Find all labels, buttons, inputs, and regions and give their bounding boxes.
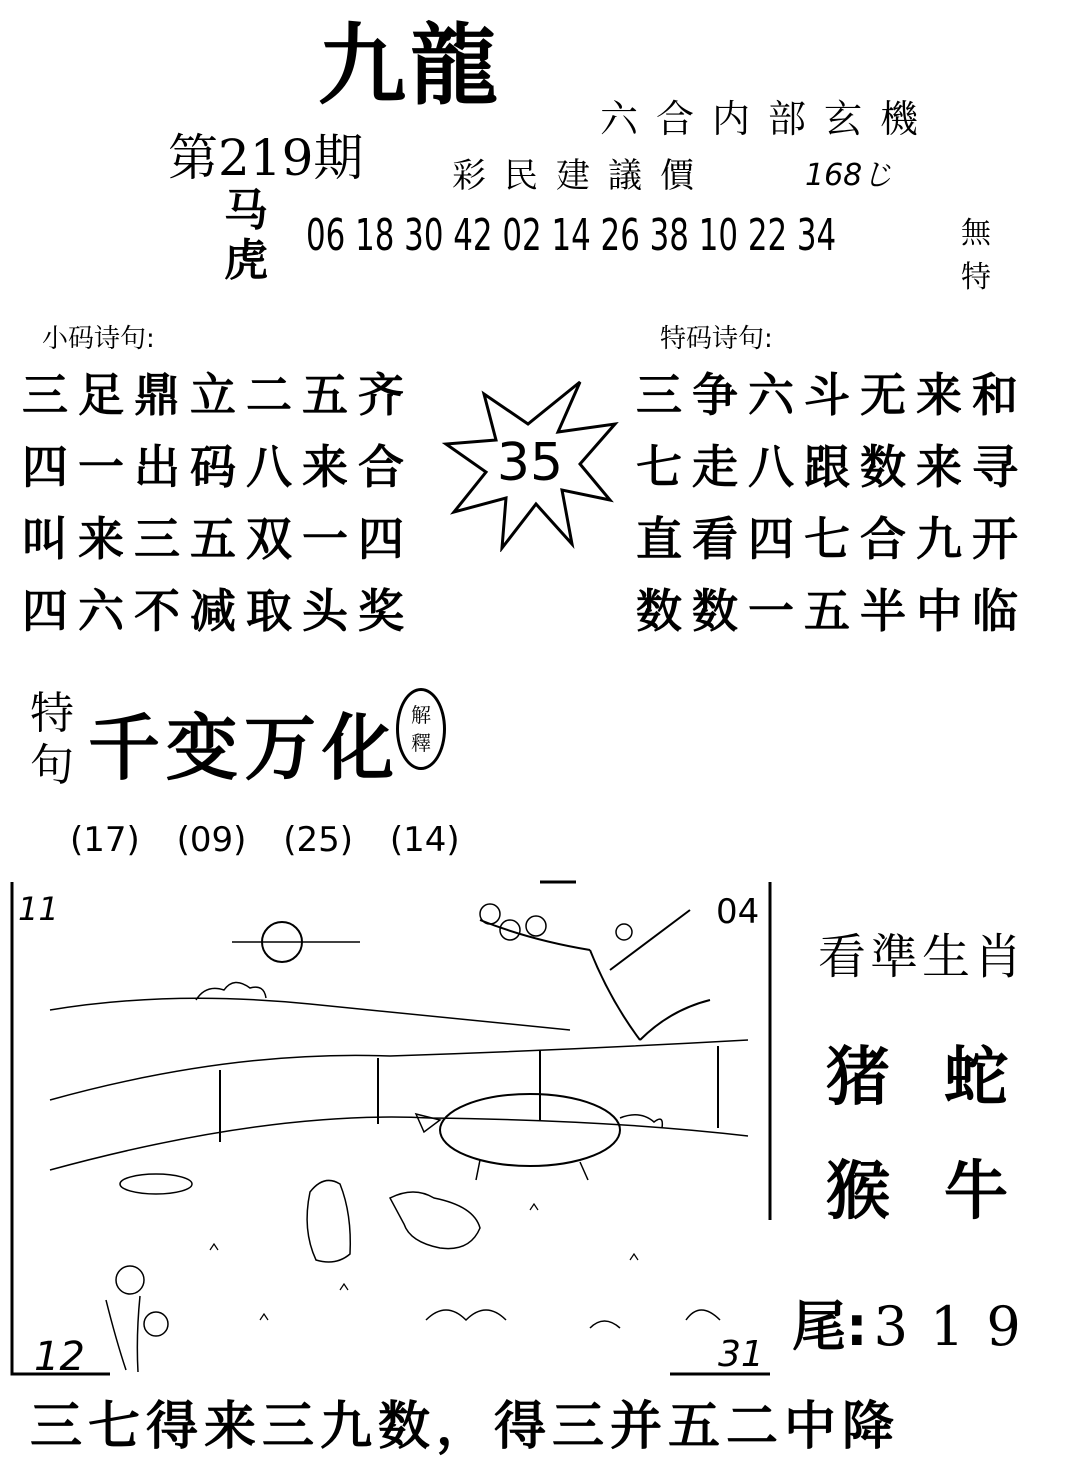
- special-poem-line: 七走八跟数来寻: [636, 440, 1028, 494]
- explain-badge: [396, 688, 446, 770]
- burst-badge: [440, 372, 620, 552]
- special-phrase-label: [22, 688, 82, 792]
- pig-head: [416, 1114, 440, 1132]
- tail-label: 尾:: [792, 1295, 868, 1358]
- number-item: 06: [306, 210, 346, 261]
- code-item: (17): [70, 820, 140, 860]
- flower-icon: [144, 1312, 168, 1336]
- bottom-verse: 三七得来三九数，得三并五二中降: [30, 1397, 901, 1457]
- price-label: 彩民建議價: [452, 156, 712, 196]
- zodiac-2: 虎: [224, 235, 268, 286]
- bowl-icon: [120, 1174, 192, 1194]
- tree-icon: [480, 910, 710, 1040]
- issue-number: 第219期: [168, 129, 364, 187]
- frame-number-bottom-left: 12: [34, 1334, 85, 1380]
- logo-title: 九龍: [318, 14, 503, 117]
- tail-value: 319: [873, 1295, 1043, 1358]
- zodiac-pair: [222, 186, 270, 286]
- special-poem-label: 特码诗句:: [660, 324, 773, 354]
- flower-icon: [116, 1266, 144, 1294]
- number-item: 34: [796, 210, 837, 261]
- fruit-icon: [526, 916, 546, 936]
- number-item: 42: [453, 210, 493, 261]
- number-item: 30: [404, 210, 444, 261]
- piglet-icon: [390, 1192, 480, 1249]
- watch-zodiac-row: [826, 1140, 1030, 1232]
- price-value: 168じ: [805, 158, 893, 193]
- shrub-icon: [426, 1310, 506, 1320]
- special-poem-line: 数数一五半中临: [636, 584, 1028, 638]
- number-item: 18: [355, 210, 395, 261]
- no-special-mark: [958, 212, 994, 300]
- small-poem: [22, 368, 414, 660]
- small-poem-line: 四六不减取头奖: [22, 584, 414, 638]
- code-item: (14): [389, 820, 460, 860]
- frame-number-top-left: 11: [18, 890, 59, 928]
- number-item: 10: [698, 210, 739, 261]
- number-list: [306, 210, 836, 261]
- no-special-char-2: 特: [961, 260, 991, 295]
- zodiac-animal: 牛: [944, 1155, 1008, 1229]
- explain-badge-char: 釋: [411, 731, 431, 755]
- zodiac-1: 马: [224, 185, 268, 236]
- tail-number: [792, 1284, 1043, 1361]
- fruit-icon: [480, 904, 500, 924]
- frame-number-bottom-right: 31: [718, 1334, 764, 1375]
- zodiac-animal: 猴: [826, 1155, 890, 1229]
- pig-leg: [476, 1160, 480, 1180]
- number-item: 14: [551, 210, 591, 261]
- small-poem-label: 小码诗句:: [42, 324, 155, 354]
- special-poem-line: 直看四七合九开: [636, 512, 1028, 566]
- watch-zodiac-title: 看準生肖: [818, 929, 1027, 985]
- special-phrase-text: 千变万化: [88, 706, 401, 790]
- frame-left-border: [12, 882, 110, 1374]
- no-special-char-1: 無: [961, 216, 991, 251]
- number-item: 26: [600, 210, 640, 261]
- fruit-icon: [616, 924, 632, 940]
- fence-bottom-line: [50, 1117, 748, 1170]
- small-poem-line: 四一出码八来合: [22, 440, 414, 494]
- stem-icon: [106, 1296, 140, 1372]
- number-item: 02: [502, 210, 542, 261]
- zodiac-animal: 猪: [826, 1041, 890, 1115]
- number-item: 22: [747, 210, 788, 261]
- grass-icon: [210, 1204, 638, 1320]
- dog-icon: [307, 1180, 350, 1262]
- code-item: (25): [283, 820, 354, 860]
- zodiac-animal: 蛇: [944, 1041, 1008, 1115]
- subtitle: 六合内部玄機: [600, 97, 937, 141]
- hill-line: [50, 998, 570, 1030]
- fence-top-line: [50, 1040, 748, 1100]
- frame-number-top-right: 04: [716, 892, 760, 932]
- shrub-icon: [590, 1310, 720, 1328]
- number-item: 38: [649, 210, 689, 261]
- pig-leg: [580, 1162, 588, 1180]
- illustration-frame: [10, 880, 772, 1380]
- special-poem-line: 三争六斗无来和: [636, 368, 1028, 422]
- small-poem-line: 叫来三五双一四: [22, 512, 414, 566]
- watch-zodiac-row: [826, 1026, 1030, 1118]
- code-row: [70, 820, 486, 860]
- explain-badge-char: 解: [411, 703, 431, 727]
- cloud-icon: [196, 982, 266, 1000]
- frame-right-border: [670, 882, 770, 1374]
- special-phrase-label-char: 句: [30, 740, 74, 791]
- small-poem-line: 三足鼎立二五齐: [22, 368, 414, 422]
- code-item: (09): [176, 820, 247, 860]
- burst-number: 35: [496, 433, 564, 493]
- special-poem: [636, 368, 1028, 660]
- special-phrase-label-char: 特: [30, 688, 74, 739]
- pig-icon: [440, 1094, 620, 1166]
